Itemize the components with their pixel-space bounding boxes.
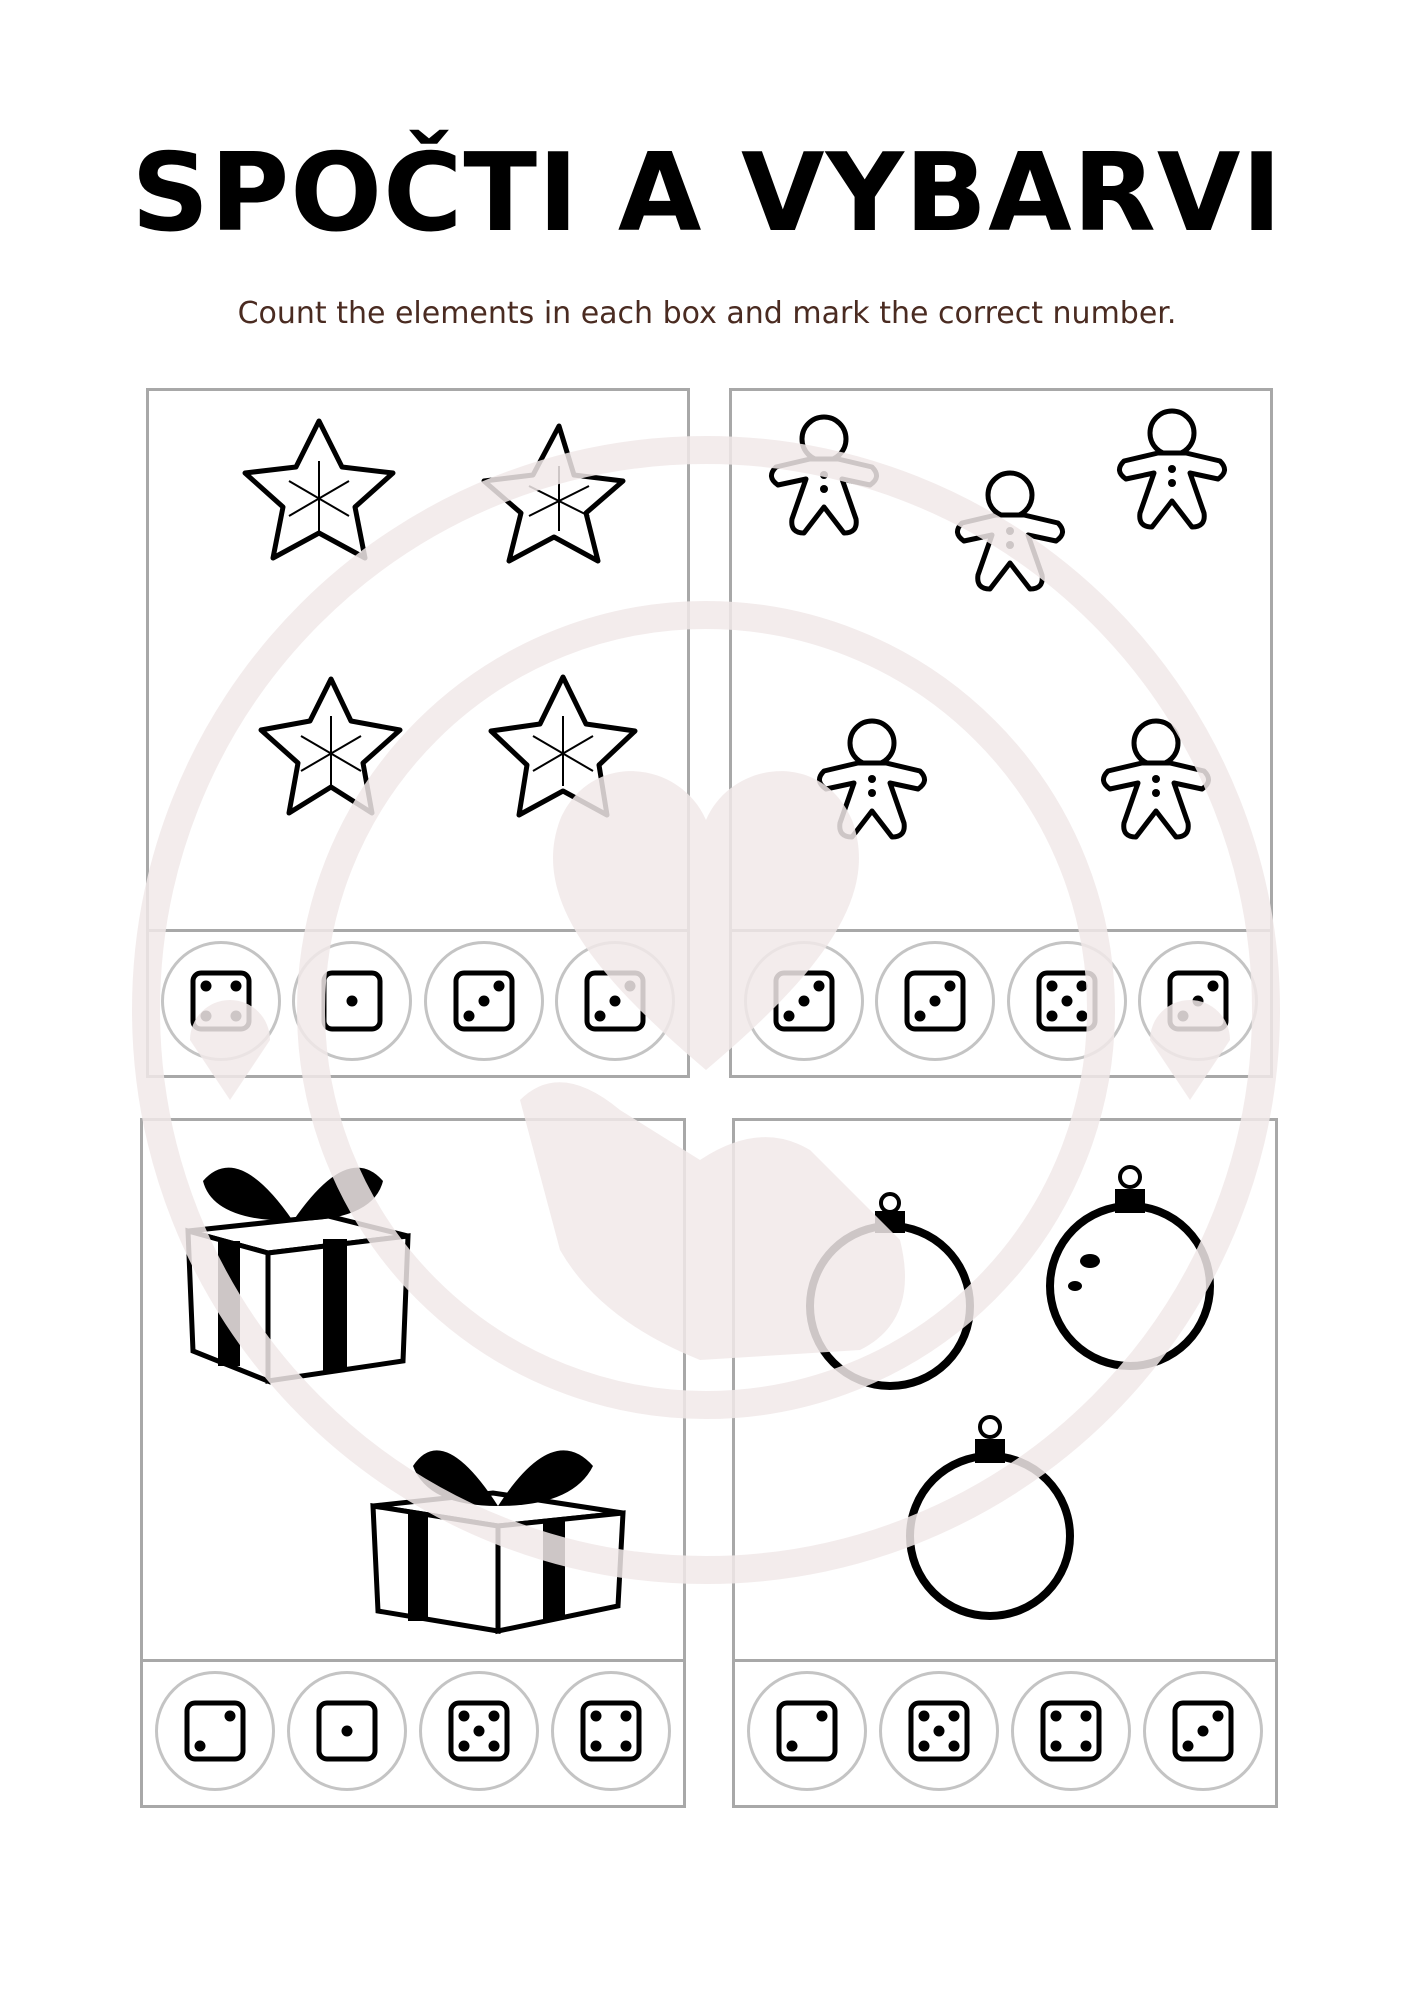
dice-3-icon <box>773 970 835 1032</box>
dice-pip <box>798 996 809 1007</box>
dice-pip <box>230 1011 241 1022</box>
dice-pip <box>474 1726 485 1737</box>
dice-pip <box>200 981 211 992</box>
christmas-ornament-icon <box>910 1417 1070 1616</box>
answer-choice-stars-2[interactable] <box>292 941 412 1061</box>
dice-4-icon <box>580 1700 642 1762</box>
dice-pip <box>1081 1711 1092 1722</box>
dice-pip <box>347 996 358 1007</box>
dice-4-icon <box>190 970 252 1032</box>
answer-choice-gingerbread-men-4[interactable] <box>1138 941 1258 1061</box>
dice-pip <box>919 1741 930 1752</box>
answer-choice-ornaments-1[interactable] <box>747 1671 867 1791</box>
ornaments-illustration <box>735 1121 1281 1661</box>
answer-choices <box>149 941 687 1061</box>
stars-illustration <box>149 391 693 931</box>
dice-pip <box>949 1711 960 1722</box>
christmas-ornament-icon <box>1050 1167 1210 1366</box>
dice-pip <box>1046 1011 1057 1022</box>
dice-pip <box>591 1711 602 1722</box>
answer-choice-stars-1[interactable] <box>161 941 281 1061</box>
dice-pip <box>195 1741 206 1752</box>
dice-pip <box>1081 1741 1092 1752</box>
answer-choices <box>143 1671 683 1791</box>
dice-pip <box>230 981 241 992</box>
christmas-ornament-icon <box>810 1194 970 1386</box>
answer-choice-stars-4[interactable] <box>555 941 675 1061</box>
gift-box-icon <box>373 1450 623 1631</box>
dice-pip <box>625 981 636 992</box>
answer-choice-ornaments-2[interactable] <box>879 1671 999 1791</box>
dice-2-icon <box>776 1700 838 1762</box>
panel-gifts <box>140 1118 686 1808</box>
dice-pip <box>200 1011 211 1022</box>
dice-4-icon <box>1040 1700 1102 1762</box>
gifts-illustration <box>143 1121 689 1661</box>
answer-choice-gingerbread-men-2[interactable] <box>875 941 995 1061</box>
dice-3-icon <box>1167 970 1229 1032</box>
dice-pip <box>459 1741 470 1752</box>
dice-pip <box>478 996 489 1007</box>
answer-choice-gifts-4[interactable] <box>551 1671 671 1791</box>
panel-gingerbread-men <box>729 388 1273 1078</box>
dice-5-icon <box>908 1700 970 1762</box>
dice-3-icon <box>1172 1700 1234 1762</box>
dice-pip <box>1208 981 1219 992</box>
gingerbread-star-icon <box>484 426 623 561</box>
answer-choices <box>732 941 1270 1061</box>
dice-pip <box>1213 1711 1224 1722</box>
dice-pip <box>342 1726 353 1737</box>
dice-3-icon <box>584 970 646 1032</box>
dice-pip <box>1046 981 1057 992</box>
dice-1-icon <box>321 970 383 1032</box>
dice-pip <box>934 1726 945 1737</box>
dice-pip <box>1183 1741 1194 1752</box>
dice-pip <box>225 1711 236 1722</box>
gingerbread-illustration <box>732 391 1276 931</box>
worksheet-instructions: Count the elements in each box and mark the correct number. <box>237 296 1177 331</box>
answer-choice-ornaments-3[interactable] <box>1011 1671 1131 1791</box>
dice-pip <box>493 981 504 992</box>
dice-pip <box>919 1711 930 1722</box>
answer-choice-ornaments-4[interactable] <box>1143 1671 1263 1791</box>
dice-1-icon <box>316 1700 378 1762</box>
dice-pip <box>1178 1011 1189 1022</box>
dice-pip <box>1198 1726 1209 1737</box>
dice-pip <box>817 1711 828 1722</box>
dice-pip <box>463 1011 474 1022</box>
answer-choice-gingerbread-men-1[interactable] <box>744 941 864 1061</box>
dice-2-icon <box>184 1700 246 1762</box>
answer-choice-gifts-1[interactable] <box>155 1671 275 1791</box>
panel-ornaments <box>732 1118 1278 1808</box>
dice-pip <box>1051 1711 1062 1722</box>
answer-choice-gifts-3[interactable] <box>419 1671 539 1791</box>
dice-3-icon <box>453 970 515 1032</box>
dice-pip <box>930 996 941 1007</box>
dice-pip <box>1051 1741 1062 1752</box>
dice-pip <box>459 1711 470 1722</box>
dice-pip <box>489 1711 500 1722</box>
dice-pip <box>1061 996 1072 1007</box>
answer-choice-gingerbread-men-3[interactable] <box>1007 941 1127 1061</box>
dice-pip <box>1076 1011 1087 1022</box>
gift-box-icon <box>188 1168 408 1381</box>
dice-pip <box>915 1011 926 1022</box>
answer-choices <box>735 1671 1275 1791</box>
panel-stars <box>146 388 690 1078</box>
dice-pip <box>949 1741 960 1752</box>
dice-5-icon <box>1036 970 1098 1032</box>
dice-pip <box>783 1011 794 1022</box>
dice-pip <box>1193 996 1204 1007</box>
dice-pip <box>621 1711 632 1722</box>
answer-choice-gifts-2[interactable] <box>287 1671 407 1791</box>
dice-pip <box>591 1741 602 1752</box>
dice-pip <box>610 996 621 1007</box>
dice-pip <box>1076 981 1087 992</box>
answer-choice-stars-3[interactable] <box>424 941 544 1061</box>
dice-pip <box>787 1741 798 1752</box>
dice-pip <box>621 1741 632 1752</box>
dice-pip <box>945 981 956 992</box>
dice-3-icon <box>904 970 966 1032</box>
dice-pip <box>595 1011 606 1022</box>
worksheet-title: SPOČTI A VYBARVI <box>131 131 1283 256</box>
dice-pip <box>489 1741 500 1752</box>
dice-5-icon <box>448 1700 510 1762</box>
dice-pip <box>813 981 824 992</box>
